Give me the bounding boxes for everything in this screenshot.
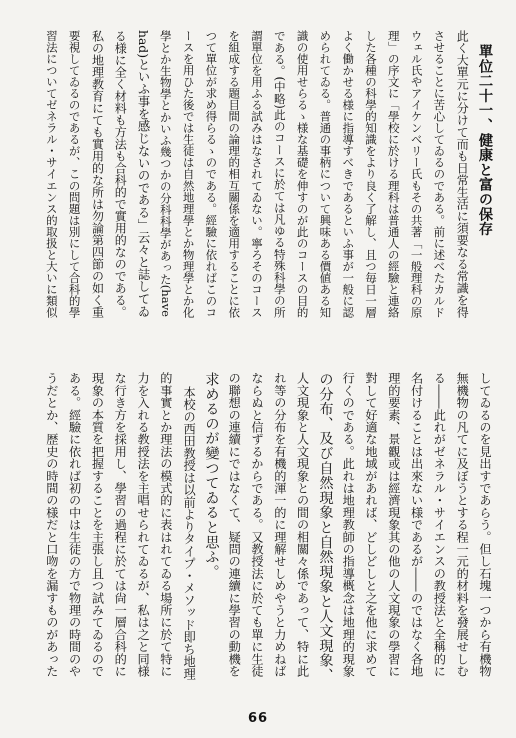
paragraph-start-column: 本校の西田教授は以前よりタイプ・メソッド即ち地理 — [181, 386, 196, 680]
text-column: させることに苦心してゐるのである。前に述べたカルド — [432, 30, 447, 318]
text-column: 私の地理教育にても實用的な所は勿論第四節の如く重 — [90, 30, 105, 318]
text-column: を組成する題目間の論理的相互關係を適用することに依 — [227, 30, 242, 318]
text-column: 行くのである。此れは地理教師の指導概念は地理的現象 — [341, 372, 356, 677]
text-column: 無機物の凡てに及ぼうとする程一元的材料を發展せしむ — [455, 372, 470, 677]
text-column: 謂單位を用ふる試みはなされてゐない。寧ろそのコース — [250, 30, 265, 318]
text-column: had)といふ事を感じないのである」云々と誌してゐ — [136, 30, 151, 318]
text-column: ならぬと信ずるからである。又教授法に於ても單に生徒 — [250, 372, 265, 677]
text-column: 力を入れる教授法を主唱せられてゐるが、私は之と同様 — [136, 372, 151, 677]
text-column: められてゐる。普通の事柄について興味ある價値ある知 — [318, 30, 333, 318]
text-column: 此く大單元に分けて而も日常生活に須要なる常識を得 — [455, 30, 470, 318]
text-column: うだとか、歴史の時間の様だと口吻を漏すものがあった — [44, 372, 59, 677]
text-column: る――此れがゼネラル・サイエンスの教授法と全稱的に — [432, 372, 447, 677]
text-column: ある。經驗に依れば初の中は生徒の方で物理の時間のや — [67, 372, 82, 677]
text-column: の聯想の連續にではなくて、疑問の連續に學習の動機を — [227, 372, 242, 677]
text-column: である。(中略)此のコースに於ては凡ゆる特殊科學の所 — [272, 30, 287, 318]
text-column: ウェル氏やアイケンベリー氏もその共著「一般理科の原 — [409, 30, 424, 318]
text-column: した各種の科學的知識をより良く了解し、且つ毎日一層 — [364, 30, 379, 318]
text-column: つて單位が求め得らるゝのである。經驗に依ればこのコ — [204, 30, 219, 318]
text-column: 要視してゐるのであるが、この問題は別にして合科的學 — [67, 30, 82, 318]
bottom-text-block — [40, 372, 496, 690]
text-column: れ等の分布を有機的渾一的に理解せしめやうと力めねば — [272, 372, 287, 677]
text-column: の分布、及び自然現象と自然現象と人文現象、 — [317, 372, 334, 683]
text-column: 的事實とか理法の模式的に表はれてゐる場所に於て特に — [158, 372, 173, 677]
top-text-block — [40, 30, 496, 330]
text-column: 理的要素、景觀或は經濟現象其の他の人文現象の學習に — [386, 372, 401, 677]
section-heading: 單位二十一、健康と富の保存 — [477, 44, 493, 237]
text-column: 求めるのが變つてゐると思ふ。 — [203, 372, 220, 580]
text-column: よく働かせる様に指導すべきであるといふ事が一般に認 — [341, 30, 356, 318]
text-column: る様に全く材料も方法も合科的で實用的なのである。 — [113, 30, 128, 318]
text-column: な行き方を採用し、學習の過程に於ては尙一層合科的に — [113, 372, 128, 677]
text-column: 人文現象と人文現象との間の相關々係であって、特に此 — [295, 372, 310, 677]
text-column: 識の使用せらるゝ様な基礎を伸すのが此のコースの目的 — [295, 30, 310, 318]
page-number: 66 — [247, 711, 269, 726]
text-column: 對して好適な地域があれば、どしどしと之を他に求めて — [364, 372, 379, 677]
text-column: 現象の本質を把握することを主張し且つ試みてゐるので — [90, 372, 105, 677]
text-column: してゐるのを見出すであらう。但し石塊一つから有機物 — [478, 372, 492, 677]
text-column: 理」の序文に「學校に於ける理科は普通人の經驗と連絡 — [386, 30, 401, 318]
text-column: 習法についてゼネラル・サイエンス的取扱と大いに類似 — [44, 30, 59, 318]
text-column: ースを用ひた後では生徒は自然地理學とか物理學とか化 — [181, 30, 196, 318]
text-column: 學とか生物學とかいふ幾つかの分科科學があった(have — [158, 30, 173, 318]
text-column: 名付けることは出來ない様であるが――のではなく各地 — [409, 372, 424, 677]
